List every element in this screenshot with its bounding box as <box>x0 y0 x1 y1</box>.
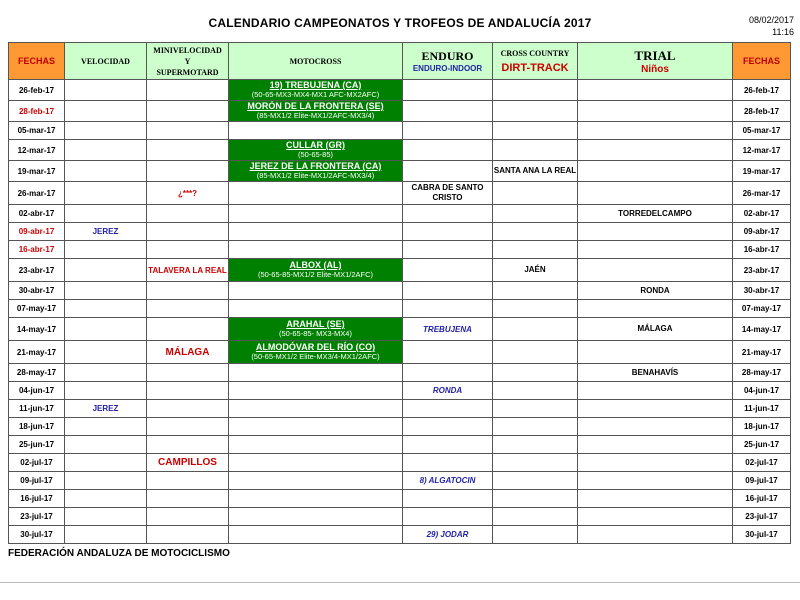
calendar-table <box>8 42 791 544</box>
empty-cell <box>493 454 578 472</box>
empty-cell <box>578 223 733 241</box>
date-cell: 21-may-17 <box>9 341 65 364</box>
event-name: ALBOX (AL) <box>289 260 342 270</box>
empty-cell <box>147 122 229 140</box>
table-row <box>9 223 791 241</box>
header-enduro-indoor: ENDURO-INDOOR <box>412 64 483 73</box>
table-row <box>9 526 791 544</box>
date-cell: 02-abr-17 <box>733 205 791 223</box>
empty-cell <box>229 400 403 418</box>
calendar-title: CALENDARIO CAMPEONATOS Y TROFEOS DE ANDALUCÍA 2017 <box>208 16 592 30</box>
empty-cell <box>147 364 229 382</box>
table-row <box>9 508 791 526</box>
event-cell: BENAHAVÍS <box>578 364 733 382</box>
event-name: 19) TREBUJENA (CA) <box>269 80 362 90</box>
empty-cell <box>147 526 229 544</box>
empty-cell <box>403 400 493 418</box>
empty-cell <box>147 472 229 490</box>
header-minivelocidad-line1: MINIVELOCIDAD <box>153 45 222 55</box>
event-cell: 29) JODAR <box>403 526 493 544</box>
date-cell: 04-jun-17 <box>733 382 791 400</box>
date-cell: 04-jun-17 <box>9 382 65 400</box>
empty-cell <box>578 454 733 472</box>
date-cell: 26-feb-17 <box>733 80 791 101</box>
date-cell: 26-feb-17 <box>9 80 65 101</box>
event-cell <box>229 161 403 182</box>
event-cell: TORREDELCAMPO <box>578 205 733 223</box>
empty-cell <box>229 490 403 508</box>
date-cell: 30-abr-17 <box>9 282 65 300</box>
empty-cell <box>65 526 147 544</box>
empty-cell <box>578 122 733 140</box>
table-row <box>9 418 791 436</box>
date-cell: 28-may-17 <box>9 364 65 382</box>
header-trial-ninos: Niños <box>641 63 669 75</box>
empty-cell <box>65 341 147 364</box>
empty-cell <box>65 259 147 282</box>
empty-cell <box>229 454 403 472</box>
event-classes: (50-65-MX1/2 Elite-MX3/4-MX1/2AFC) <box>251 352 380 361</box>
header-fechas-left: FECHAS <box>9 43 65 80</box>
event-cell <box>229 341 403 364</box>
empty-cell <box>403 101 493 122</box>
empty-cell <box>65 282 147 300</box>
empty-cell <box>578 490 733 508</box>
empty-cell <box>147 140 229 161</box>
empty-cell <box>403 364 493 382</box>
empty-cell <box>229 205 403 223</box>
date-cell: 25-jun-17 <box>733 436 791 454</box>
empty-cell <box>65 122 147 140</box>
date-cell: 19-mar-17 <box>733 161 791 182</box>
empty-cell <box>578 259 733 282</box>
empty-cell <box>147 223 229 241</box>
empty-cell <box>578 182 733 205</box>
empty-cell <box>147 161 229 182</box>
empty-cell <box>493 436 578 454</box>
empty-cell <box>65 161 147 182</box>
date-cell: 18-jun-17 <box>733 418 791 436</box>
empty-cell <box>403 122 493 140</box>
empty-cell <box>578 400 733 418</box>
event-name: MORÓN DE LA FRONTERA (SE) <box>247 101 384 111</box>
empty-cell <box>65 318 147 341</box>
event-cell: JEREZ <box>65 400 147 418</box>
empty-cell <box>65 140 147 161</box>
empty-cell <box>403 454 493 472</box>
empty-cell <box>403 436 493 454</box>
date-cell: 21-may-17 <box>733 341 791 364</box>
date-cell: 28-feb-17 <box>9 101 65 122</box>
empty-cell <box>403 282 493 300</box>
header-trial <box>578 43 733 80</box>
empty-cell <box>493 122 578 140</box>
empty-cell <box>578 382 733 400</box>
event-name: ALMODÓVAR DEL RÍO (CO) <box>255 342 376 352</box>
empty-cell <box>229 508 403 526</box>
empty-cell <box>229 418 403 436</box>
event-cell: RONDA <box>578 282 733 300</box>
event-cell: TREBUJENA <box>403 318 493 341</box>
empty-cell <box>493 472 578 490</box>
empty-cell <box>403 205 493 223</box>
event-classes: (50-65-85) <box>297 150 334 159</box>
table-row <box>9 282 791 300</box>
event-classes: (85-MX1/2 Elite-MX1/2AFC-MX3/4) <box>256 111 375 120</box>
empty-cell <box>403 300 493 318</box>
event-name: JEREZ DE LA FRONTERA (CA) <box>249 161 382 171</box>
empty-cell <box>65 508 147 526</box>
empty-cell <box>578 436 733 454</box>
event-cell: RONDA <box>403 382 493 400</box>
empty-cell <box>403 161 493 182</box>
date-cell: 23-abr-17 <box>9 259 65 282</box>
empty-cell <box>578 418 733 436</box>
empty-cell <box>147 400 229 418</box>
empty-cell <box>65 182 147 205</box>
header-fechas-right: FECHAS <box>733 43 791 80</box>
table-row <box>9 101 791 122</box>
empty-cell <box>403 80 493 101</box>
date-cell: 09-abr-17 <box>9 223 65 241</box>
date-cell: 30-jul-17 <box>9 526 65 544</box>
empty-cell <box>65 80 147 101</box>
empty-cell <box>147 101 229 122</box>
event-classes: (50-65-85-MX1/2 Elite-MX1/2AFC) <box>257 270 374 279</box>
empty-cell <box>147 436 229 454</box>
print-date: 08/02/2017 <box>748 15 794 25</box>
empty-cell <box>493 140 578 161</box>
date-cell: 09-jul-17 <box>9 472 65 490</box>
header-cross-country-title: CROSS COUNTRY <box>500 49 570 58</box>
date-cell: 12-mar-17 <box>9 140 65 161</box>
header-enduro-title: ENDURO <box>421 49 474 63</box>
empty-cell <box>147 508 229 526</box>
empty-cell <box>403 140 493 161</box>
empty-cell <box>493 382 578 400</box>
empty-cell <box>493 182 578 205</box>
table-row <box>9 490 791 508</box>
empty-cell <box>229 526 403 544</box>
empty-cell <box>493 364 578 382</box>
date-cell: 28-feb-17 <box>733 101 791 122</box>
empty-cell <box>493 418 578 436</box>
table-row <box>9 400 791 418</box>
event-cell <box>229 259 403 282</box>
table-row <box>9 122 791 140</box>
date-cell: 02-abr-17 <box>9 205 65 223</box>
empty-cell <box>147 318 229 341</box>
header-minivelocidad <box>147 43 229 80</box>
date-cell: 25-jun-17 <box>9 436 65 454</box>
date-cell: 18-jun-17 <box>9 418 65 436</box>
empty-cell <box>65 382 147 400</box>
date-cell: 23-jul-17 <box>733 508 791 526</box>
date-cell: 19-mar-17 <box>9 161 65 182</box>
empty-cell <box>578 80 733 101</box>
empty-cell <box>578 140 733 161</box>
date-cell: 09-jul-17 <box>733 472 791 490</box>
empty-cell <box>578 300 733 318</box>
empty-cell <box>65 205 147 223</box>
empty-cell <box>229 472 403 490</box>
event-cell: 8) ALGATOCIN <box>403 472 493 490</box>
empty-cell <box>65 300 147 318</box>
date-cell: 02-jul-17 <box>733 454 791 472</box>
empty-cell <box>403 490 493 508</box>
table-row <box>9 161 791 182</box>
empty-cell <box>578 241 733 259</box>
empty-cell <box>493 508 578 526</box>
table-row <box>9 140 791 161</box>
table-row <box>9 454 791 472</box>
empty-cell <box>229 436 403 454</box>
empty-cell <box>147 300 229 318</box>
date-cell: 16-jul-17 <box>9 490 65 508</box>
date-cell: 02-jul-17 <box>9 454 65 472</box>
table-row <box>9 436 791 454</box>
date-cell: 12-mar-17 <box>733 140 791 161</box>
table-row <box>9 300 791 318</box>
empty-cell <box>65 436 147 454</box>
empty-cell <box>147 80 229 101</box>
empty-cell <box>403 223 493 241</box>
header-minivelocidad-line3: SUPERMOTARD <box>156 67 219 77</box>
table-row <box>9 472 791 490</box>
empty-cell <box>229 241 403 259</box>
federation-footer: FEDERACIÓN ANDALUZA DE MOTOCICLISMO <box>8 548 230 559</box>
empty-cell <box>147 241 229 259</box>
date-cell: 09-abr-17 <box>733 223 791 241</box>
empty-cell <box>493 80 578 101</box>
empty-cell <box>147 490 229 508</box>
event-cell <box>229 318 403 341</box>
date-cell: 11-jun-17 <box>9 400 65 418</box>
header-minivelocidad-line2: Y <box>184 56 191 66</box>
table-row <box>9 182 791 205</box>
date-cell: 23-abr-17 <box>733 259 791 282</box>
event-cell <box>229 140 403 161</box>
event-cell: ¿***? <box>147 182 229 205</box>
empty-cell <box>578 472 733 490</box>
date-cell: 14-may-17 <box>733 318 791 341</box>
empty-cell <box>229 182 403 205</box>
empty-cell <box>493 300 578 318</box>
date-cell: 30-jul-17 <box>733 526 791 544</box>
empty-cell <box>403 341 493 364</box>
header-velocidad: VELOCIDAD <box>65 43 147 80</box>
empty-cell <box>403 508 493 526</box>
empty-cell <box>229 223 403 241</box>
empty-cell <box>493 526 578 544</box>
event-cell: CAMPILLOS <box>147 454 229 472</box>
event-cell <box>229 101 403 122</box>
event-name: CULLAR (GR) <box>286 140 345 150</box>
empty-cell <box>147 205 229 223</box>
empty-cell <box>578 161 733 182</box>
header-enduro <box>403 43 493 80</box>
date-cell: 23-jul-17 <box>9 508 65 526</box>
date-cell: 14-may-17 <box>9 318 65 341</box>
empty-cell <box>65 490 147 508</box>
date-cell: 28-may-17 <box>733 364 791 382</box>
date-cell: 30-abr-17 <box>733 282 791 300</box>
date-cell: 07-may-17 <box>733 300 791 318</box>
header-motocross: MOTOCROSS <box>229 43 403 80</box>
print-timestamp <box>749 14 794 38</box>
table-row <box>9 364 791 382</box>
print-time: 11:16 <box>772 27 794 37</box>
table-row <box>9 80 791 101</box>
empty-cell <box>578 341 733 364</box>
empty-cell <box>65 241 147 259</box>
header-dirt-track: DIRT-TRACK <box>501 62 569 74</box>
empty-cell <box>65 364 147 382</box>
date-cell: 16-jul-17 <box>733 490 791 508</box>
empty-cell <box>493 400 578 418</box>
table-row <box>9 318 791 341</box>
date-cell: 26-mar-17 <box>733 182 791 205</box>
event-classes: (85-MX1/2 Elite-MX1/2AFC-MX3/4) <box>256 171 375 180</box>
empty-cell <box>229 122 403 140</box>
empty-cell <box>147 382 229 400</box>
event-cell: JAÉN <box>493 259 578 282</box>
event-name: ARAHAL (SE) <box>286 319 345 329</box>
empty-cell <box>229 282 403 300</box>
empty-cell <box>493 241 578 259</box>
date-cell: 05-mar-17 <box>9 122 65 140</box>
event-cell <box>229 80 403 101</box>
event-cell: CABRA DE SANTO CRISTO <box>403 182 493 205</box>
empty-cell <box>493 223 578 241</box>
empty-cell <box>147 418 229 436</box>
empty-cell <box>403 259 493 282</box>
empty-cell <box>493 101 578 122</box>
header-row <box>9 43 791 80</box>
page-divider <box>0 582 800 583</box>
empty-cell <box>578 508 733 526</box>
event-classes: (50-65-MX3-MX4-MX1 AFC-MX2AFC) <box>251 90 380 99</box>
date-cell: 11-jun-17 <box>733 400 791 418</box>
table-row <box>9 205 791 223</box>
date-cell: 16-abr-17 <box>9 241 65 259</box>
empty-cell <box>493 282 578 300</box>
empty-cell <box>578 526 733 544</box>
date-cell: 05-mar-17 <box>733 122 791 140</box>
date-cell: 16-abr-17 <box>733 241 791 259</box>
empty-cell <box>493 341 578 364</box>
empty-cell <box>493 318 578 341</box>
empty-cell <box>403 418 493 436</box>
event-cell: MÁLAGA <box>147 341 229 364</box>
empty-cell <box>65 472 147 490</box>
empty-cell <box>578 101 733 122</box>
header-cross-country <box>493 43 578 80</box>
empty-cell <box>403 241 493 259</box>
table-row <box>9 241 791 259</box>
event-cell: TALAVERA LA REAL <box>147 259 229 282</box>
event-classes: (50-65-85- MX3-MX4) <box>279 329 352 338</box>
header-trial-title: TRIAL <box>634 47 676 63</box>
empty-cell <box>493 490 578 508</box>
empty-cell <box>65 101 147 122</box>
empty-cell <box>493 205 578 223</box>
empty-cell <box>229 364 403 382</box>
empty-cell <box>229 300 403 318</box>
table-row <box>9 341 791 364</box>
event-cell: MÁLAGA <box>578 318 733 341</box>
empty-cell <box>147 282 229 300</box>
empty-cell <box>229 382 403 400</box>
date-cell: 07-may-17 <box>9 300 65 318</box>
event-cell: JEREZ <box>65 223 147 241</box>
event-cell: SANTA ANA LA REAL <box>493 161 578 182</box>
empty-cell <box>65 454 147 472</box>
table-row <box>9 382 791 400</box>
date-cell: 26-mar-17 <box>9 182 65 205</box>
empty-cell <box>65 418 147 436</box>
table-row <box>9 259 791 282</box>
